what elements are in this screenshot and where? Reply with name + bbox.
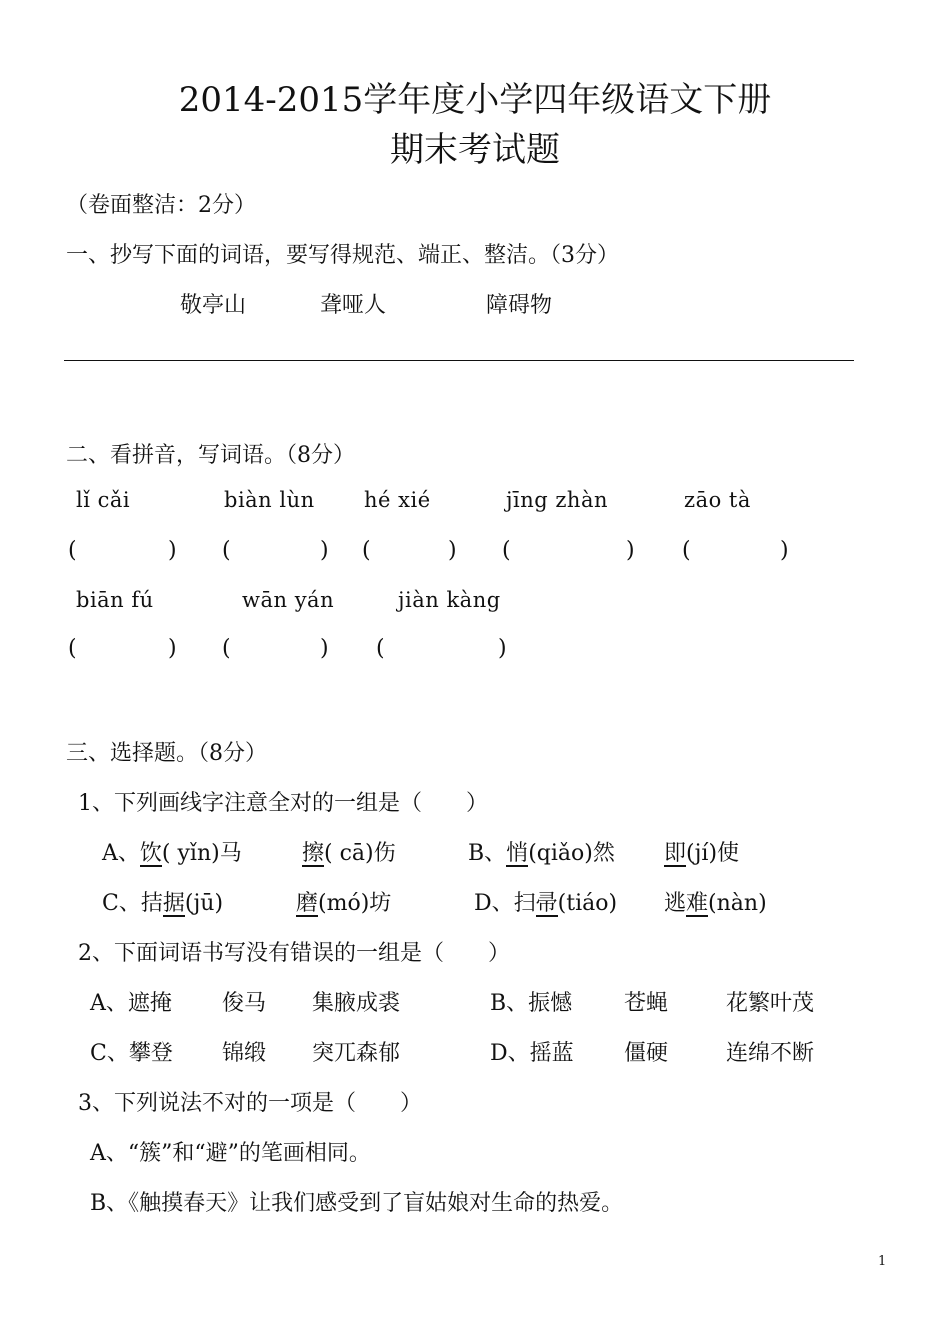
q2-option-b-word: 花繁叶茂 bbox=[726, 991, 815, 1016]
q2-option-a-word: 俊马 bbox=[222, 991, 267, 1016]
page-number: 1 bbox=[878, 1254, 887, 1269]
q1-option-a: A、饮( yǐn)马 bbox=[102, 841, 242, 866]
pinyin-item: lǐ cǎi bbox=[76, 488, 131, 512]
pinyin-item: biàn lùn bbox=[224, 488, 315, 512]
q2-option-a-word: 集腋成裘 bbox=[312, 991, 401, 1016]
q2-option-b-word: B、振憾 bbox=[490, 991, 573, 1016]
question-2-stem: 2、下面词语书写没有错误的一组是（ ） bbox=[78, 941, 510, 966]
underlined-char: 磨 bbox=[296, 891, 319, 916]
answer-box-close: ) bbox=[626, 538, 635, 563]
question-1-stem: 1、下列画线字注意全对的一组是（ ） bbox=[78, 791, 488, 816]
answer-box-open: ( bbox=[682, 538, 691, 563]
answer-box-open: ( bbox=[68, 538, 77, 563]
pinyin-item: jīng zhàn bbox=[506, 488, 609, 512]
q2-option-d-word: 连绵不断 bbox=[726, 1041, 815, 1066]
underlined-char: 帚 bbox=[535, 891, 558, 916]
q1-option-d: D、扫帚(tiáo) bbox=[474, 891, 618, 916]
answer-box-open: ( bbox=[68, 636, 77, 661]
answer-box-close: ) bbox=[448, 538, 457, 563]
pinyin-item: hé xié bbox=[364, 488, 431, 512]
q3-option-b: B、《触摸春天》让我们感受到了盲姑娘对生命的热爱。 bbox=[90, 1191, 624, 1216]
q2-option-a-word: A、遮掩 bbox=[90, 991, 172, 1016]
neatness-note: （卷面整洁：2分） bbox=[66, 193, 256, 218]
document-title-line-1: 2014-2015学年度小学四年级语文下册 bbox=[178, 80, 772, 120]
question-3-stem: 3、下列说法不对的一项是（ ） bbox=[78, 1091, 422, 1116]
pinyin-item: wān yán bbox=[242, 588, 335, 612]
answer-box-close: ) bbox=[168, 538, 177, 563]
answer-box-close: ) bbox=[780, 538, 789, 563]
answer-box-close: ) bbox=[320, 636, 329, 661]
underlined-char: 饮 bbox=[139, 841, 162, 866]
q2-option-d-word: D、摇蓝 bbox=[490, 1041, 574, 1066]
q3-option-a: A、“簇”和“避”的笔画相同。 bbox=[90, 1141, 371, 1166]
underlined-char: 难 bbox=[686, 891, 709, 916]
q1-option-b: B、悄(qiǎo)然 bbox=[468, 841, 615, 866]
answer-box-open: ( bbox=[362, 538, 371, 563]
document-title-line-2: 期末考试题 bbox=[390, 130, 560, 170]
answer-box-open: ( bbox=[222, 636, 231, 661]
q1-option-d-word-2: 逃难(nàn) bbox=[664, 891, 767, 916]
pinyin-item: biān fú bbox=[76, 588, 154, 612]
copy-word: 障碍物 bbox=[486, 293, 553, 318]
underlined-char: 据 bbox=[162, 891, 185, 916]
pinyin-item: zāo tà bbox=[684, 488, 751, 512]
section-1-heading: 一、抄写下面的词语，要写得规范、端正、整洁。（3分） bbox=[66, 243, 619, 268]
section-2-heading: 二、看拼音，写词语。（8分） bbox=[66, 443, 355, 468]
answer-box-open: ( bbox=[222, 538, 231, 563]
q2-option-c-word: 锦缎 bbox=[222, 1041, 267, 1066]
q1-option-a-word-2: 擦( cā)伤 bbox=[302, 841, 396, 866]
q2-option-b-word: 苍蝇 bbox=[624, 991, 669, 1016]
q2-option-d-word: 僵硬 bbox=[624, 1041, 669, 1066]
underlined-char: 擦 bbox=[302, 841, 325, 866]
q1-option-b-word-2: 即(jí)使 bbox=[664, 841, 740, 866]
answer-line[interactable] bbox=[64, 360, 854, 361]
q1-option-c: C、拮据(jū) bbox=[102, 891, 224, 916]
q2-option-c-word: 突兀森郁 bbox=[312, 1041, 401, 1066]
section-3-heading: 三、选择题。（8分） bbox=[66, 741, 267, 766]
underlined-char: 悄 bbox=[506, 841, 529, 866]
pinyin-item: jiàn kàng bbox=[398, 588, 501, 612]
answer-box-close: ) bbox=[168, 636, 177, 661]
answer-box-open: ( bbox=[502, 538, 511, 563]
answer-box-open: ( bbox=[376, 636, 385, 661]
q2-option-c-word: C、攀登 bbox=[90, 1041, 173, 1066]
answer-box-close: ) bbox=[320, 538, 329, 563]
answer-box-close: ) bbox=[498, 636, 507, 661]
q1-option-c-word-2: 磨(mó)坊 bbox=[296, 891, 392, 916]
underlined-char: 即 bbox=[664, 841, 687, 866]
copy-word: 敬亭山 bbox=[180, 293, 247, 318]
copy-word: 聋哑人 bbox=[320, 293, 387, 318]
